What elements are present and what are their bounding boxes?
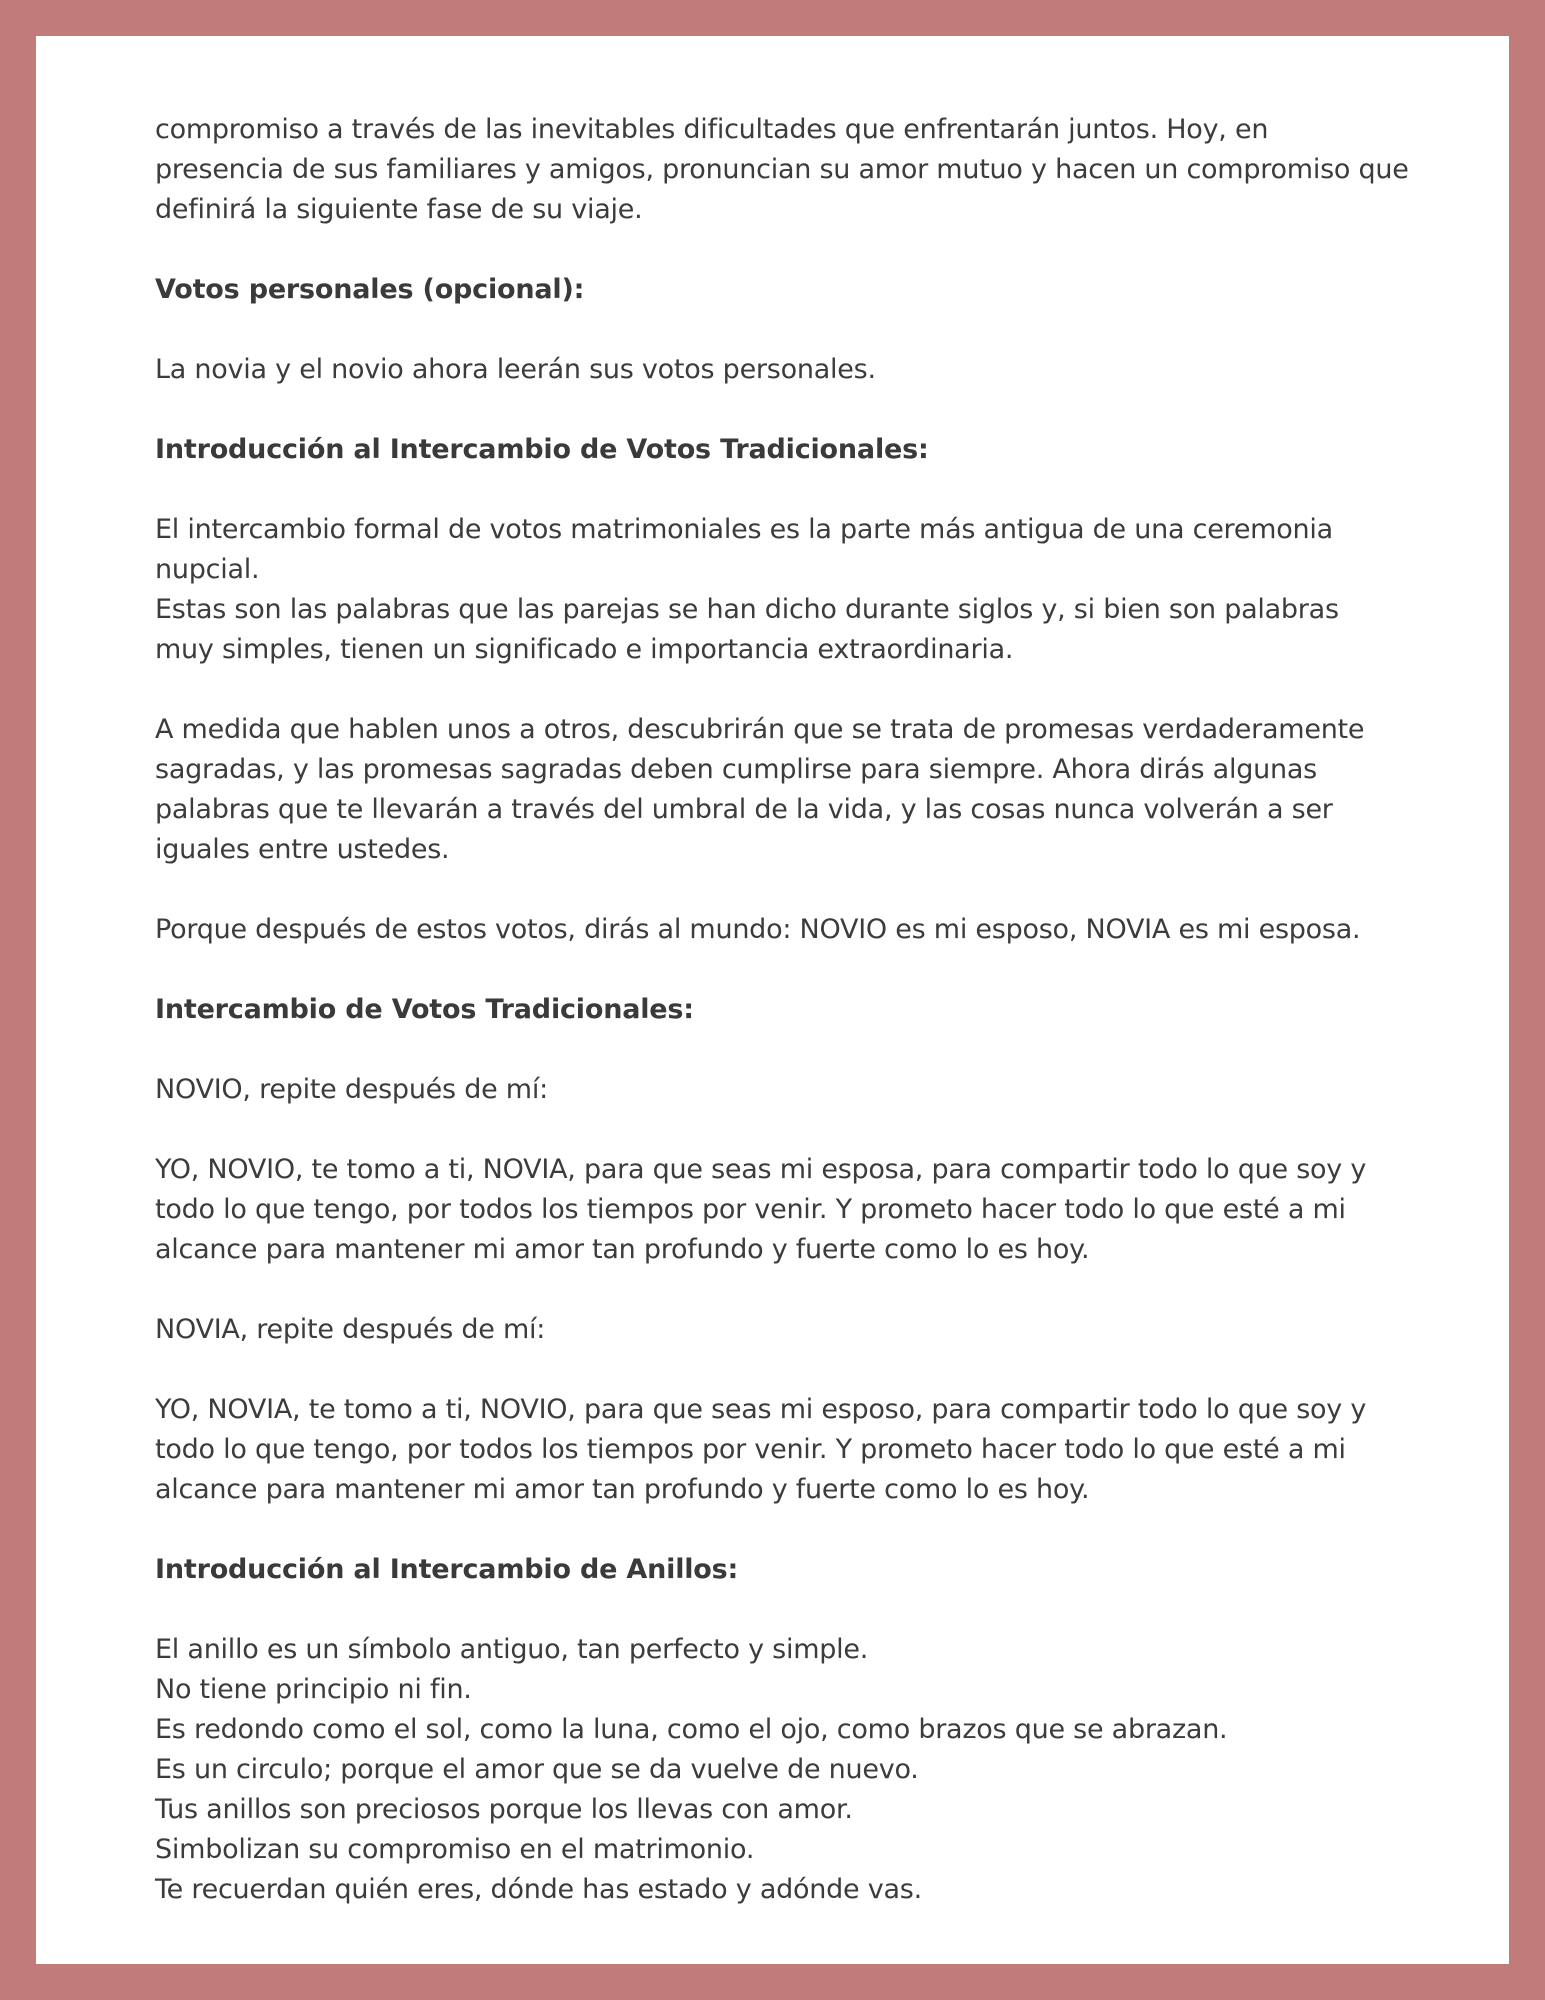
groom-prompt: NOVIO, repite después de mí: bbox=[155, 1074, 548, 1105]
text-line: palabras que te llevarán a través del umbral de la vida, y las cosas nunca volverán a ser bbox=[155, 794, 1333, 825]
traditional-vows-heading: Intercambio de Votos Tradicionales: bbox=[155, 994, 694, 1025]
text-line: Simbolizan su compromiso en el matrimonio. bbox=[155, 1834, 755, 1865]
intro-traditional-heading: Introducción al Intercambio de Votos Tradicionales: bbox=[155, 434, 929, 465]
text-line: todo lo que tengo, por todos los tiempos por venir. Y prometo hacer todo lo que esté a mi bbox=[155, 1194, 1346, 1225]
text-line: alcance para mantener mi amor tan profundo y fuerte como lo es hoy. bbox=[155, 1474, 1090, 1505]
groom-vow bbox=[155, 1150, 1455, 1270]
text-line: compromiso a través de las inevitables dificultades que enfrentarán juntos. Hoy, en bbox=[155, 114, 1269, 145]
bride-prompt: NOVIA, repite después de mí: bbox=[155, 1314, 546, 1345]
text-line: No tiene principio ni fin. bbox=[155, 1674, 472, 1705]
text-line: Tus anillos son preciosos porque los llevas con amor. bbox=[155, 1794, 853, 1825]
intro-traditional-paragraph-3: Porque después de estos votos, dirás al mundo: NOVIO es mi esposo, NOVIA es mi esposa. bbox=[155, 914, 1361, 945]
document-page bbox=[36, 36, 1509, 1964]
rings-text bbox=[155, 1630, 1455, 1910]
text-line: Es un circulo; porque el amor que se da vuelve de nuevo. bbox=[155, 1754, 919, 1785]
text-line: presencia de sus familiares y amigos, pronuncian su amor mutuo y hacen un compromiso que bbox=[155, 154, 1409, 185]
text-line: nupcial. bbox=[155, 554, 260, 585]
text-line: Es redondo como el sol, como la luna, como el ojo, como brazos que se abrazan. bbox=[155, 1714, 1228, 1745]
personal-vows-text: La novia y el novio ahora leerán sus votos personales. bbox=[155, 354, 876, 385]
text-line: A medida que hablen unos a otros, descubrirán que se trata de promesas verdaderamente bbox=[155, 714, 1365, 745]
text-line: sagradas, y las promesas sagradas deben cumplirse para siempre. Ahora dirás algunas bbox=[155, 754, 1317, 785]
bride-vow bbox=[155, 1390, 1455, 1510]
text-line: Estas son las palabras que las parejas se han dicho durante siglos y, si bien son palabras bbox=[155, 594, 1339, 625]
text-line: muy simples, tienen un significado e importancia extraordinaria. bbox=[155, 634, 1014, 665]
text-line: Te recuerdan quién eres, dónde has estado y adónde vas. bbox=[155, 1874, 922, 1905]
text-line: alcance para mantener mi amor tan profundo y fuerte como lo es hoy. bbox=[155, 1234, 1090, 1265]
intro-paragraph bbox=[155, 110, 1455, 230]
rings-heading: Introducción al Intercambio de Anillos: bbox=[155, 1554, 739, 1585]
text-line: definirá la siguiente fase de su viaje. bbox=[155, 194, 643, 225]
text-line: todo lo que tengo, por todos los tiempos por venir. Y prometo hacer todo lo que esté a mi bbox=[155, 1434, 1346, 1465]
intro-traditional-paragraph-1 bbox=[155, 510, 1455, 670]
intro-traditional-paragraph-2 bbox=[155, 710, 1455, 870]
text-line: El anillo es un símbolo antiguo, tan perfecto y simple. bbox=[155, 1634, 869, 1665]
text-line: El intercambio formal de votos matrimoniales es la parte más antigua de una ceremonia bbox=[155, 514, 1333, 545]
document-content bbox=[155, 110, 1455, 1950]
personal-vows-heading: Votos personales (opcional): bbox=[155, 274, 585, 305]
text-line: YO, NOVIO, te tomo a ti, NOVIA, para que seas mi esposa, para compartir todo lo que soy y bbox=[155, 1154, 1367, 1185]
text-line: YO, NOVIA, te tomo a ti, NOVIO, para que seas mi esposo, para compartir todo lo que soy y bbox=[155, 1394, 1367, 1425]
text-line: iguales entre ustedes. bbox=[155, 834, 450, 865]
